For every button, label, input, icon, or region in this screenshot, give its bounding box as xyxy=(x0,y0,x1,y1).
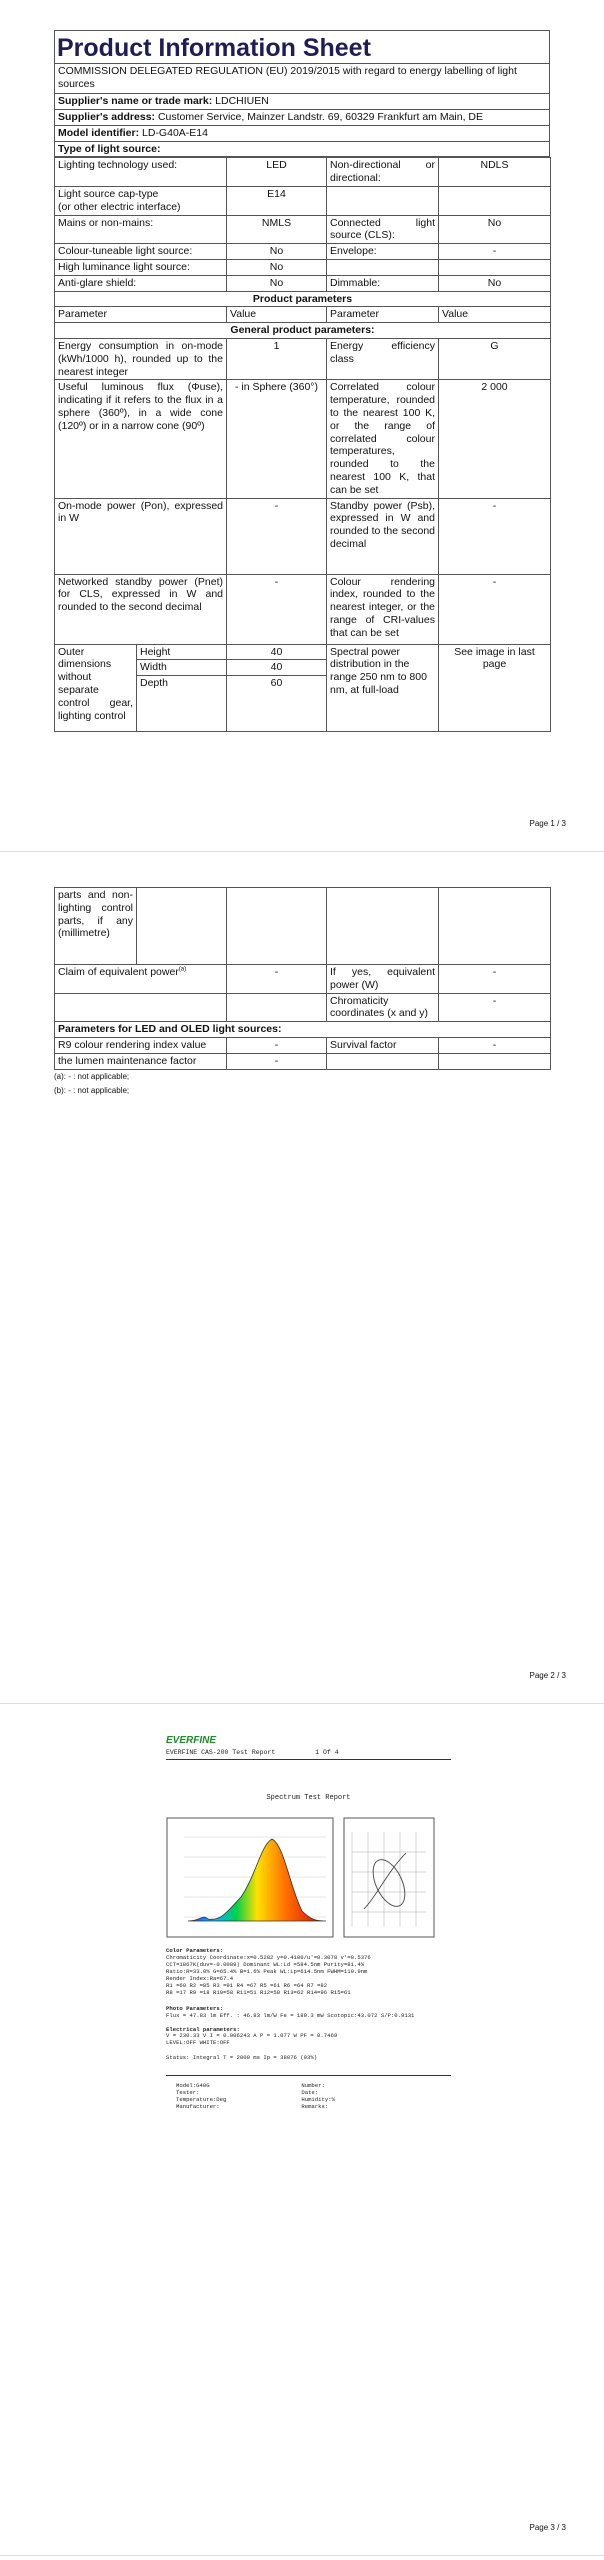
spectrum-test-report xyxy=(166,1735,451,2110)
spectrum-chart xyxy=(166,1817,436,1941)
page-number: Page 3 / 3 xyxy=(529,2523,566,2533)
report-header: EVERFINE CAS-200 Test Report 1 Of 4 xyxy=(166,1749,451,1760)
supplier-name-row: Supplier's name or trade mark: LDCHIUEN xyxy=(55,94,550,110)
regulation: COMMISSION DELEGATED REGULATION (EU) 2019/2015 with regard to energy labelling of light sources xyxy=(55,64,550,94)
page-title: Product Information Sheet xyxy=(54,30,550,63)
dimension-labels: Height Width Depth xyxy=(137,645,226,731)
general-parameters-heading: General product parameters: xyxy=(55,323,551,339)
outer-dimensions-cell: Outer dimensions without separate control gear, lighting control Height Width Depth xyxy=(55,644,227,731)
everfine-logo: EVERFINE xyxy=(166,1735,217,1746)
equivalent-power-claim: Claim of equivalent power$^{(a)}$ xyxy=(55,965,227,994)
product-information-sheet xyxy=(54,30,550,732)
footnote-b: (b): - : not applicable; xyxy=(54,1086,130,1096)
product-information-sheet-continued: parts and non-lighting control parts, if any (millimetre) Claim of equivalent power$^{(a)}$ - If yes, equivalent power (W) - Chromaticity coordinates (x and y) - Parameters for LED and OLED light sources: R9 colour rendering index value - Survival factor - the lumen maintenance factor - (a): - : not applicable; (b): - : not applicable; xyxy=(54,887,550,1096)
colour-parameters: Color Parameters: Chromaticity Coordinate:x=0.5282 y=0.4100/u'=0.3078 v'=0.5376 CCT=1867K(duv=-0.0009) Dominant WL:Ld =584.5nm Purity=81.4% Ratio:R=33.0% G=65.4% B=1.6% Peak WL:Lp=614.5nm FWHM=119.9nm Render Index:Ra=67.4 R1 =69 R2 =85 R3 =91 R4 =67 R5 =61 R6 =64 R7 =82 R8 =17 R9 =18 R10=58 R11=51 R12=58 R13=62 R14=96 R15=61 xyxy=(166,1946,371,1996)
footnote-a: (a): - : not applicable; xyxy=(54,1071,130,1081)
supplier-table xyxy=(54,63,550,157)
page-2 xyxy=(0,852,604,1704)
page-number: Page 2 / 3 xyxy=(529,1671,566,1681)
report-title: Spectrum Test Report xyxy=(266,1794,351,1803)
outer-dimensions-continued: parts and non-lighting control parts, if any (millimetre) xyxy=(55,888,227,965)
report-footer: Model:G40G Tester: Temperature:Deg Manufacturer: Number: Date: Humidity:% Remarks: xyxy=(166,2075,451,2110)
product-parameters-heading: Product parameters xyxy=(55,291,551,307)
dimension-values: 40 40 60 xyxy=(227,644,327,731)
led-parameters-heading: Parameters for LED and OLED light sources: xyxy=(55,1022,551,1038)
type-heading: Type of light source: xyxy=(55,141,550,157)
page-number: Page 1 / 3 xyxy=(529,819,566,829)
light-source-table: Lighting technology used: LED Non-directional or directional: NDLS Light source cap-type (or other electric interface) E14 Mains or non-mains: NMLS Connected light source (CLS): No Colour-tuneable light source: No Envelope: - High luminance light source: No Anti-glare shield: No Dimmable: No Product parameters Parameter Value Parameter Value General product parameters: Energy consumption in on-mode (kWh/1000 h), rounded up to the nearest integer 1 Energy efficiency class G Useful luminous flux (Φuse), indicating if it refers to the flux in a sphere (360º), in a wide cone (120º) or in a narrow cone (90º) - in Sphere (360°) Correlated colour temperature, rounded to the nearest 100 K, or the range of correlated colour temperatures, rounded to the nearest 100 K, that can be set 2 000 On-mode power (Pon), expressed in W - Standby power (Psb), expressed in W and rounded to the second decimal - Networked standby power (Pnet) for CLS, expressed in W and rounded to the second decimal - Colour rendering index, rounded to the nearest integer, or the range of CRI-values that can be set - Outer dimensions without separate control gear, lighting control Height Width Depth 40 40 60 Spectral power distribution in the range 250 nm to 800 nm, at full-load See image in last page xyxy=(54,157,551,731)
photo-parameters: Photo Parameters: Flux = 47.83 lm Eff. : 46.83 lm/W Fe = 189.3 mW Scotopic:43.072 S/P:0.9131 xyxy=(166,2004,415,2019)
electrical-parameters: Electrical parameters: V = 230.33 V I = 0.006243 A P = 1.077 W PF = 0.7469 LEVEL:OFF WHITE:OFF Status: Integral T = 2000 ms Ip = 38076 (93%) xyxy=(166,2025,338,2062)
model-row: Model identifier: LD-G40A-E14 xyxy=(55,125,550,141)
supplier-address-row: Supplier's address: Customer Service, Mainzer Landstr. 69, 60329 Frankfurt am Main, DE xyxy=(55,110,550,126)
page-1 xyxy=(0,0,604,852)
